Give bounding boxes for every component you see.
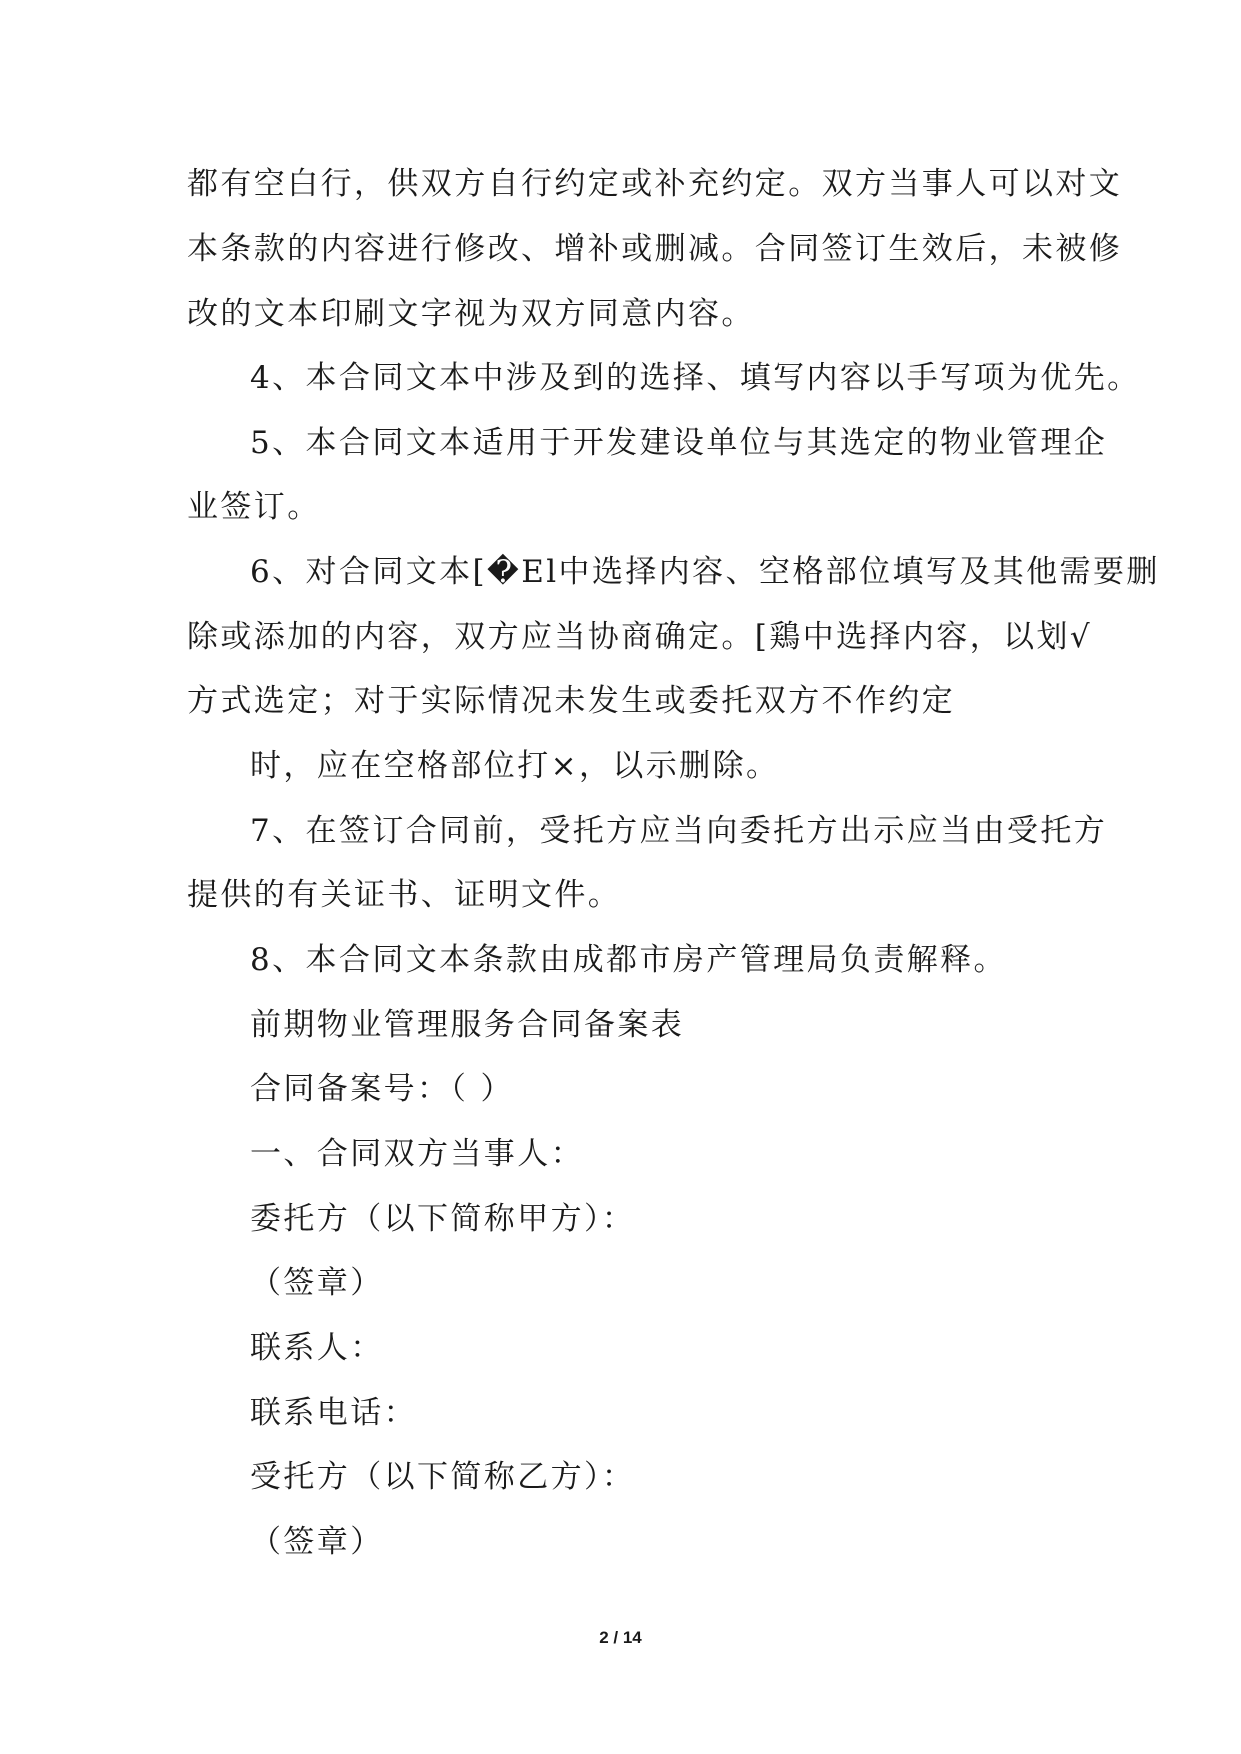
section-heading: 一、合同双方当事人： (250, 1136, 584, 1172)
paragraph-line: 本条款的内容进行修改、增补或删减。合同签订生效后，未被修 (187, 231, 1123, 267)
contract-number-field: 合同备案号：（ ） (250, 1071, 514, 1107)
form-title: 前期物业管理服务合同备案表 (250, 1007, 685, 1043)
paragraph-line: 8、本合同文本条款由成都市房产管理局负责解释。 (250, 942, 1007, 978)
party-b-label: 受托方（以下简称乙方）： (250, 1459, 636, 1495)
paragraph-line: 业签订。 (187, 489, 321, 525)
contact-phone-label: 联系电话： (250, 1395, 417, 1431)
party-a-seal-label: （签章） (250, 1265, 384, 1301)
paragraph-line: 提供的有关证书、证明文件。 (187, 877, 622, 913)
paragraph-line: 4、本合同文本中涉及到的选择、填写内容以手写项为优先。 (250, 360, 1141, 396)
paragraph-line: 改的文本印刷文字视为双方同意内容。 (187, 296, 755, 332)
contact-person-label: 联系人： (250, 1330, 384, 1366)
paragraph-line: 5、本合同文本适用于开发建设单位与其选定的物业管理企 (250, 425, 1108, 461)
party-b-seal-label: （签章） (250, 1524, 384, 1560)
paragraph-line: 7、在签订合同前，受托方应当向委托方出示应当由受托方 (250, 813, 1108, 849)
paragraph-line: 都有空白行，供双方自行约定或补充约定。双方当事人可以对文 (187, 166, 1123, 202)
paragraph-line: 除或添加的内容，双方应当协商确定。[鶏中选择内容，以划√ (187, 619, 1093, 655)
paragraph-line: 时，应在空格部位打×，以示删除。 (250, 748, 780, 784)
paragraph-line: 6、对合同文本[�El中选择内容、空格部位填写及其他需要删 (250, 554, 1160, 590)
page-number: 2 / 14 (599, 1628, 642, 1647)
paragraph-line: 方式选定；对于实际情况未发生或委托双方不作约定 (187, 683, 956, 719)
party-a-label: 委托方（以下简称甲方）： (250, 1201, 636, 1237)
